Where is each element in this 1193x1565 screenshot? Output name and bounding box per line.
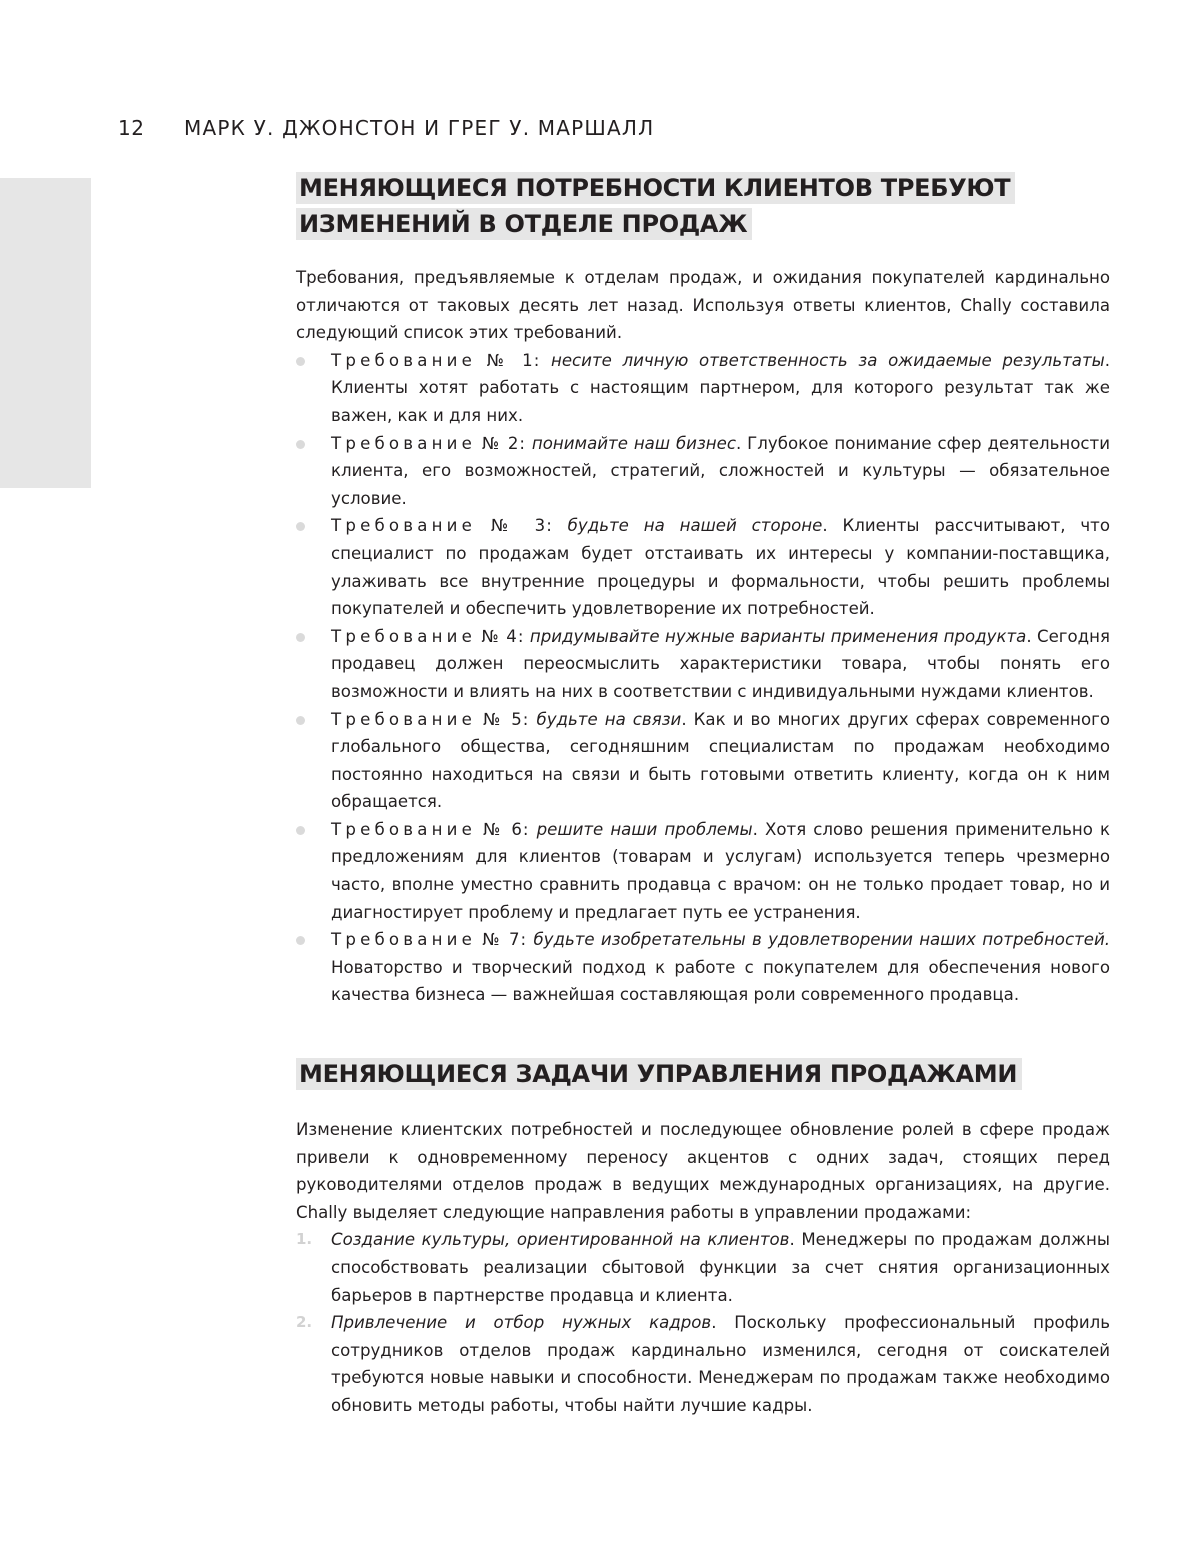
requirement-number: № 1: — [486, 350, 541, 370]
task-text: . Менеджеры по продажам должны способствовать реализации сбытовой функции за счет снятия организационных барьеров в партнерстве продавца и клиента. — [331, 1230, 1110, 1305]
requirement-label: Требование — [331, 516, 477, 536]
requirement-title: будьте на связи — [536, 709, 682, 729]
requirement-label: Требование — [331, 930, 477, 950]
running-header — [118, 116, 654, 140]
requirement-text: . Клиенты хотят работать с настоящим партнером, для которого результат так же важен, как и для них. — [331, 350, 1110, 425]
section-heading — [296, 1056, 1110, 1092]
requirement-number: № 7: — [482, 930, 528, 950]
bullet-icon — [296, 936, 305, 945]
task-text: . Поскольку профессиональный профиль сотрудников отделов продаж кардинально изменился, сегодня от соискателей требуются новые навыки и способности. Менеджерам по продажам также необходимо обновить методы работы, чтобы найти лучшие кадры. — [331, 1313, 1110, 1415]
bullet-icon — [296, 357, 305, 366]
list-number: 2. — [296, 1313, 313, 1332]
requirement-text: . Хотя слово решения применительно к предложениям для клиентов (товарам и услугам) используется теперь чрезмерно часто, вполне уместно сравнить продавца с врачом: он не только продает товар, но и диагностирует проблему и предлагает путь ее устранения. — [331, 819, 1110, 922]
section-heading-text: МЕНЯЮЩИЕСЯ ЗАДАЧИ УПРАВЛЕНИЯ ПРОДАЖАМИ — [296, 1058, 1022, 1090]
page-content — [296, 170, 1110, 1420]
list-item — [296, 623, 1110, 706]
requirement-title: понимайте наш бизнес — [531, 433, 736, 453]
requirement-number: № 2: — [482, 433, 526, 453]
requirement-text: . Клиенты рассчитывают, что специалист по продажам будет отстаивать их интересы у компании-поставщика, улаживать все внутренние процедуры и формальности, чтобы решить проблемы покупателей и обеспечить удовлетворение их потребностей. — [331, 516, 1110, 619]
requirement-number: № 3: — [490, 516, 553, 536]
list-item — [296, 512, 1110, 622]
requirement-text: . Как и во многих других сферах современного глобального общества, сегодняшним специалистам по продажам необходимо постоянно находиться на связи и быть готовыми ответить клиенту, когда он к ним обращается. — [331, 709, 1111, 812]
list-item — [296, 926, 1110, 1009]
bullet-icon — [296, 522, 305, 531]
requirement-text: . Сегодня продавец должен переосмыслить характеристики товара, чтобы понять его возможности и влиять на них в соответствии с индивидуальными нуждами клиентов. — [331, 626, 1110, 701]
requirement-title: будьте изобретательны в удовлетворении наших потребностей. — [533, 930, 1110, 950]
requirement-label: Требование — [331, 819, 477, 839]
list-item — [296, 816, 1110, 926]
list-number: 1. — [296, 1230, 313, 1249]
section-heading — [296, 170, 1110, 242]
task-title: Привлечение и отбор нужных кадров — [331, 1313, 712, 1333]
list-item — [296, 706, 1110, 816]
section-heading-text: МЕНЯЮЩИЕСЯ ПОТРЕБНОСТИ КЛИЕНТОВ ТРЕБУЮТ ИЗМЕНЕНИЙ В ОТДЕЛЕ ПРОДАЖ — [296, 172, 1015, 240]
side-tab-marker — [0, 178, 91, 488]
requirement-text: . Глубокое понимание сфер деятельности клиента, его возможностей, стратегий, сложностей и культуры — обязательное условие. — [331, 433, 1110, 508]
requirement-label: Требование — [331, 350, 477, 370]
requirement-number: № 5: — [483, 709, 530, 729]
list-item — [296, 430, 1110, 513]
task-title: Создание культуры, ориентированной на клиентов — [331, 1230, 790, 1250]
requirements-list — [296, 347, 1110, 1009]
requirement-title: придумывайте нужные варианты применения продукта — [529, 626, 1027, 646]
bullet-icon — [296, 826, 305, 835]
tasks-list — [296, 1226, 1110, 1419]
list-item — [296, 1309, 1110, 1419]
list-item — [296, 347, 1110, 430]
requirement-label: Требование — [331, 626, 477, 646]
requirement-number: № 6: — [483, 819, 530, 839]
section-intro: Изменение клиентских потребностей и последующее обновление ролей в сфере продаж привели к одновременному переносу акцентов с одних задач, стоящих перед руководителями отделов продаж в ведущих международных организациях, на другие. Chally выделяет следующие направления работы в управлении продажами: — [296, 1120, 1110, 1222]
requirement-title: несите личную ответственность за ожидаемые результаты — [550, 350, 1105, 370]
requirement-number: № 4: — [481, 626, 525, 646]
requirement-label: Требование — [331, 433, 477, 453]
requirement-title: решите наши проблемы — [536, 819, 753, 839]
list-item — [296, 1226, 1110, 1309]
running-title: МАРК У. ДЖОНСТОН И ГРЕГ У. МАРШАЛЛ — [184, 116, 655, 140]
requirement-label: Требование — [331, 709, 477, 729]
bullet-icon — [296, 716, 305, 725]
bullet-icon — [296, 633, 305, 642]
requirement-text: Новаторство и творческий подход к работе с покупателем для обеспечения нового качества бизнеса — важнейшая составляющая роли современного продавца. — [331, 957, 1110, 1005]
bullet-icon — [296, 440, 305, 449]
page-number: 12 — [118, 116, 145, 140]
section-intro: Требования, предъявляемые к отделам продаж, и ожидания покупателей кардинально отличаются от таковых десять лет назад. Используя ответы клиентов, Chally составила следующий список этих требований. — [296, 268, 1110, 343]
requirement-title: будьте на нашей стороне — [567, 516, 823, 536]
